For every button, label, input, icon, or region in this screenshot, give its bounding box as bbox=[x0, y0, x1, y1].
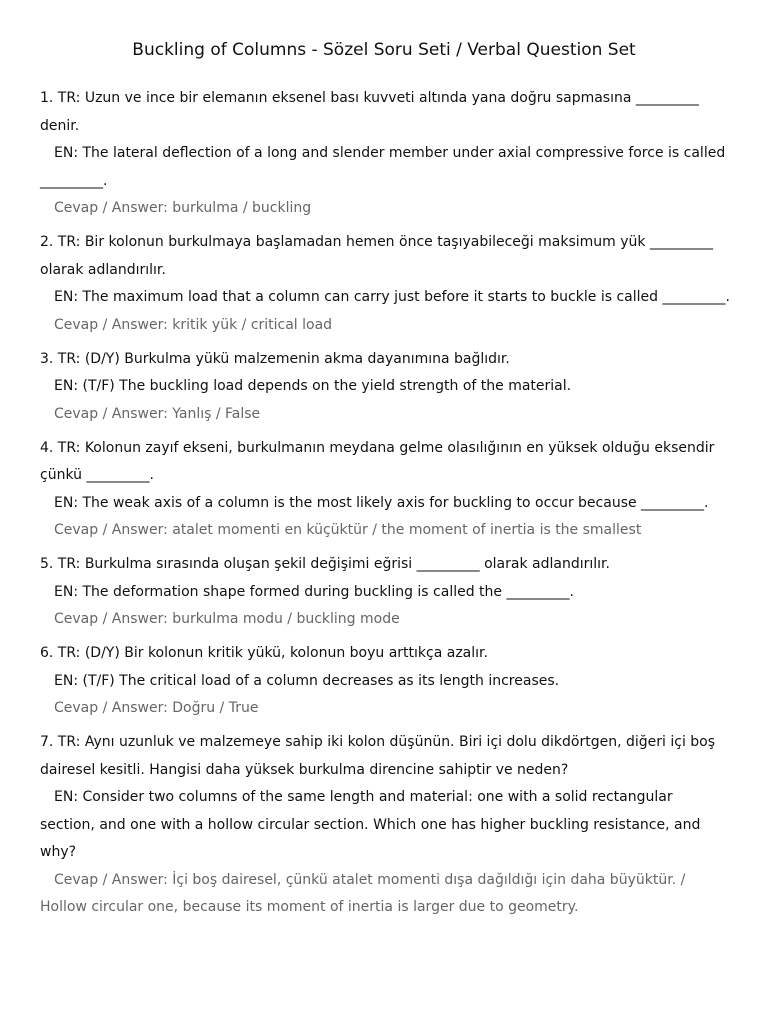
question-tr-text: 2. TR: Bir kolonun burkulmaya başlamadan hemen önce taşıyabileceği maksimum yük _________ olarak adlandırılır. bbox=[40, 234, 713, 278]
question-en-text: EN: The weak axis of a column is the most likely axis for buckling to occur because _________. bbox=[54, 494, 709, 511]
question-tr-text: 4. TR: Kolonun zayıf ekseni, burkulmanın meydana gelme olasılığının en yüksek olduğu eksendir çünkü _________. bbox=[40, 439, 715, 483]
question-en-text: EN: The deformation shape formed during buckling is called the _________. bbox=[54, 583, 574, 600]
answer-text: Cevap / Answer: burkulma modu / buckling mode bbox=[54, 611, 400, 627]
question-list bbox=[40, 85, 730, 922]
question-item-3 bbox=[40, 346, 730, 429]
answer-text: Cevap / Answer: İçi boş dairesel, çünkü atalet momenti dışa dağıldığı için daha büyüktür. / Hollow circular one, because its moment of inertia is larger due to geometry. bbox=[40, 871, 686, 915]
question-en-text: EN: The maximum load that a column can carry just before it starts to buckle is called _________. bbox=[54, 289, 730, 305]
question-en-text: EN: (T/F) The critical load of a column decreases as its length increases. bbox=[54, 672, 560, 689]
question-en-text: EN: The lateral deflection of a long and slender member under axial compressive force is called _________. bbox=[40, 145, 726, 189]
question-item-5 bbox=[40, 551, 730, 634]
question-en-text: EN: Consider two columns of the same length and material: one with a solid rectangular section, and one with a hollow circular section. Which one has higher buckling resistance, and why? bbox=[40, 789, 701, 860]
question-item-2 bbox=[40, 229, 730, 339]
question-item-1 bbox=[40, 85, 730, 223]
question-item-6 bbox=[40, 640, 730, 723]
question-item-4 bbox=[40, 435, 730, 545]
question-tr-text: 7. TR: Aynı uzunluk ve malzemeye sahip iki kolon düşünün. Biri içi dolu dikdörtgen, diğeri içi boş dairesel kesitli. Hangisi daha yüksek burkulma direncine sahiptir ve neden? bbox=[40, 734, 716, 778]
answer-text: Cevap / Answer: kritik yük / critical load bbox=[54, 316, 333, 333]
question-tr-text: 1. TR: Uzun ve ince bir elemanın eksenel bası kuvveti altında yana doğru sapmasına _________ denir. bbox=[40, 90, 699, 134]
answer-text: Cevap / Answer: Doğru / True bbox=[54, 700, 259, 716]
question-en-text: EN: (T/F) The buckling load depends on the yield strength of the material. bbox=[54, 378, 572, 394]
page-title: Buckling of Columns - Sözel Soru Seti / Verbal Question Set bbox=[132, 40, 636, 60]
question-tr-text: 3. TR: (D/Y) Burkulma yükü malzemenin akma dayanımına bağlıdır. bbox=[40, 350, 510, 367]
document-page bbox=[40, 0, 730, 928]
question-item-7 bbox=[40, 729, 730, 922]
question-tr-text: 6. TR: (D/Y) Bir kolonun kritik yükü, kolonun boyu arttıkça azalır. bbox=[40, 645, 488, 661]
answer-text: Cevap / Answer: Yanlış / False bbox=[54, 405, 261, 422]
question-tr-text: 5. TR: Burkulma sırasında oluşan şekil değişimi eğrisi _________ olarak adlandırılır. bbox=[40, 556, 610, 572]
answer-text: Cevap / Answer: burkulma / buckling bbox=[54, 200, 312, 216]
answer-text: Cevap / Answer: atalet momenti en küçüktür / the moment of inertia is the smallest bbox=[54, 522, 642, 538]
